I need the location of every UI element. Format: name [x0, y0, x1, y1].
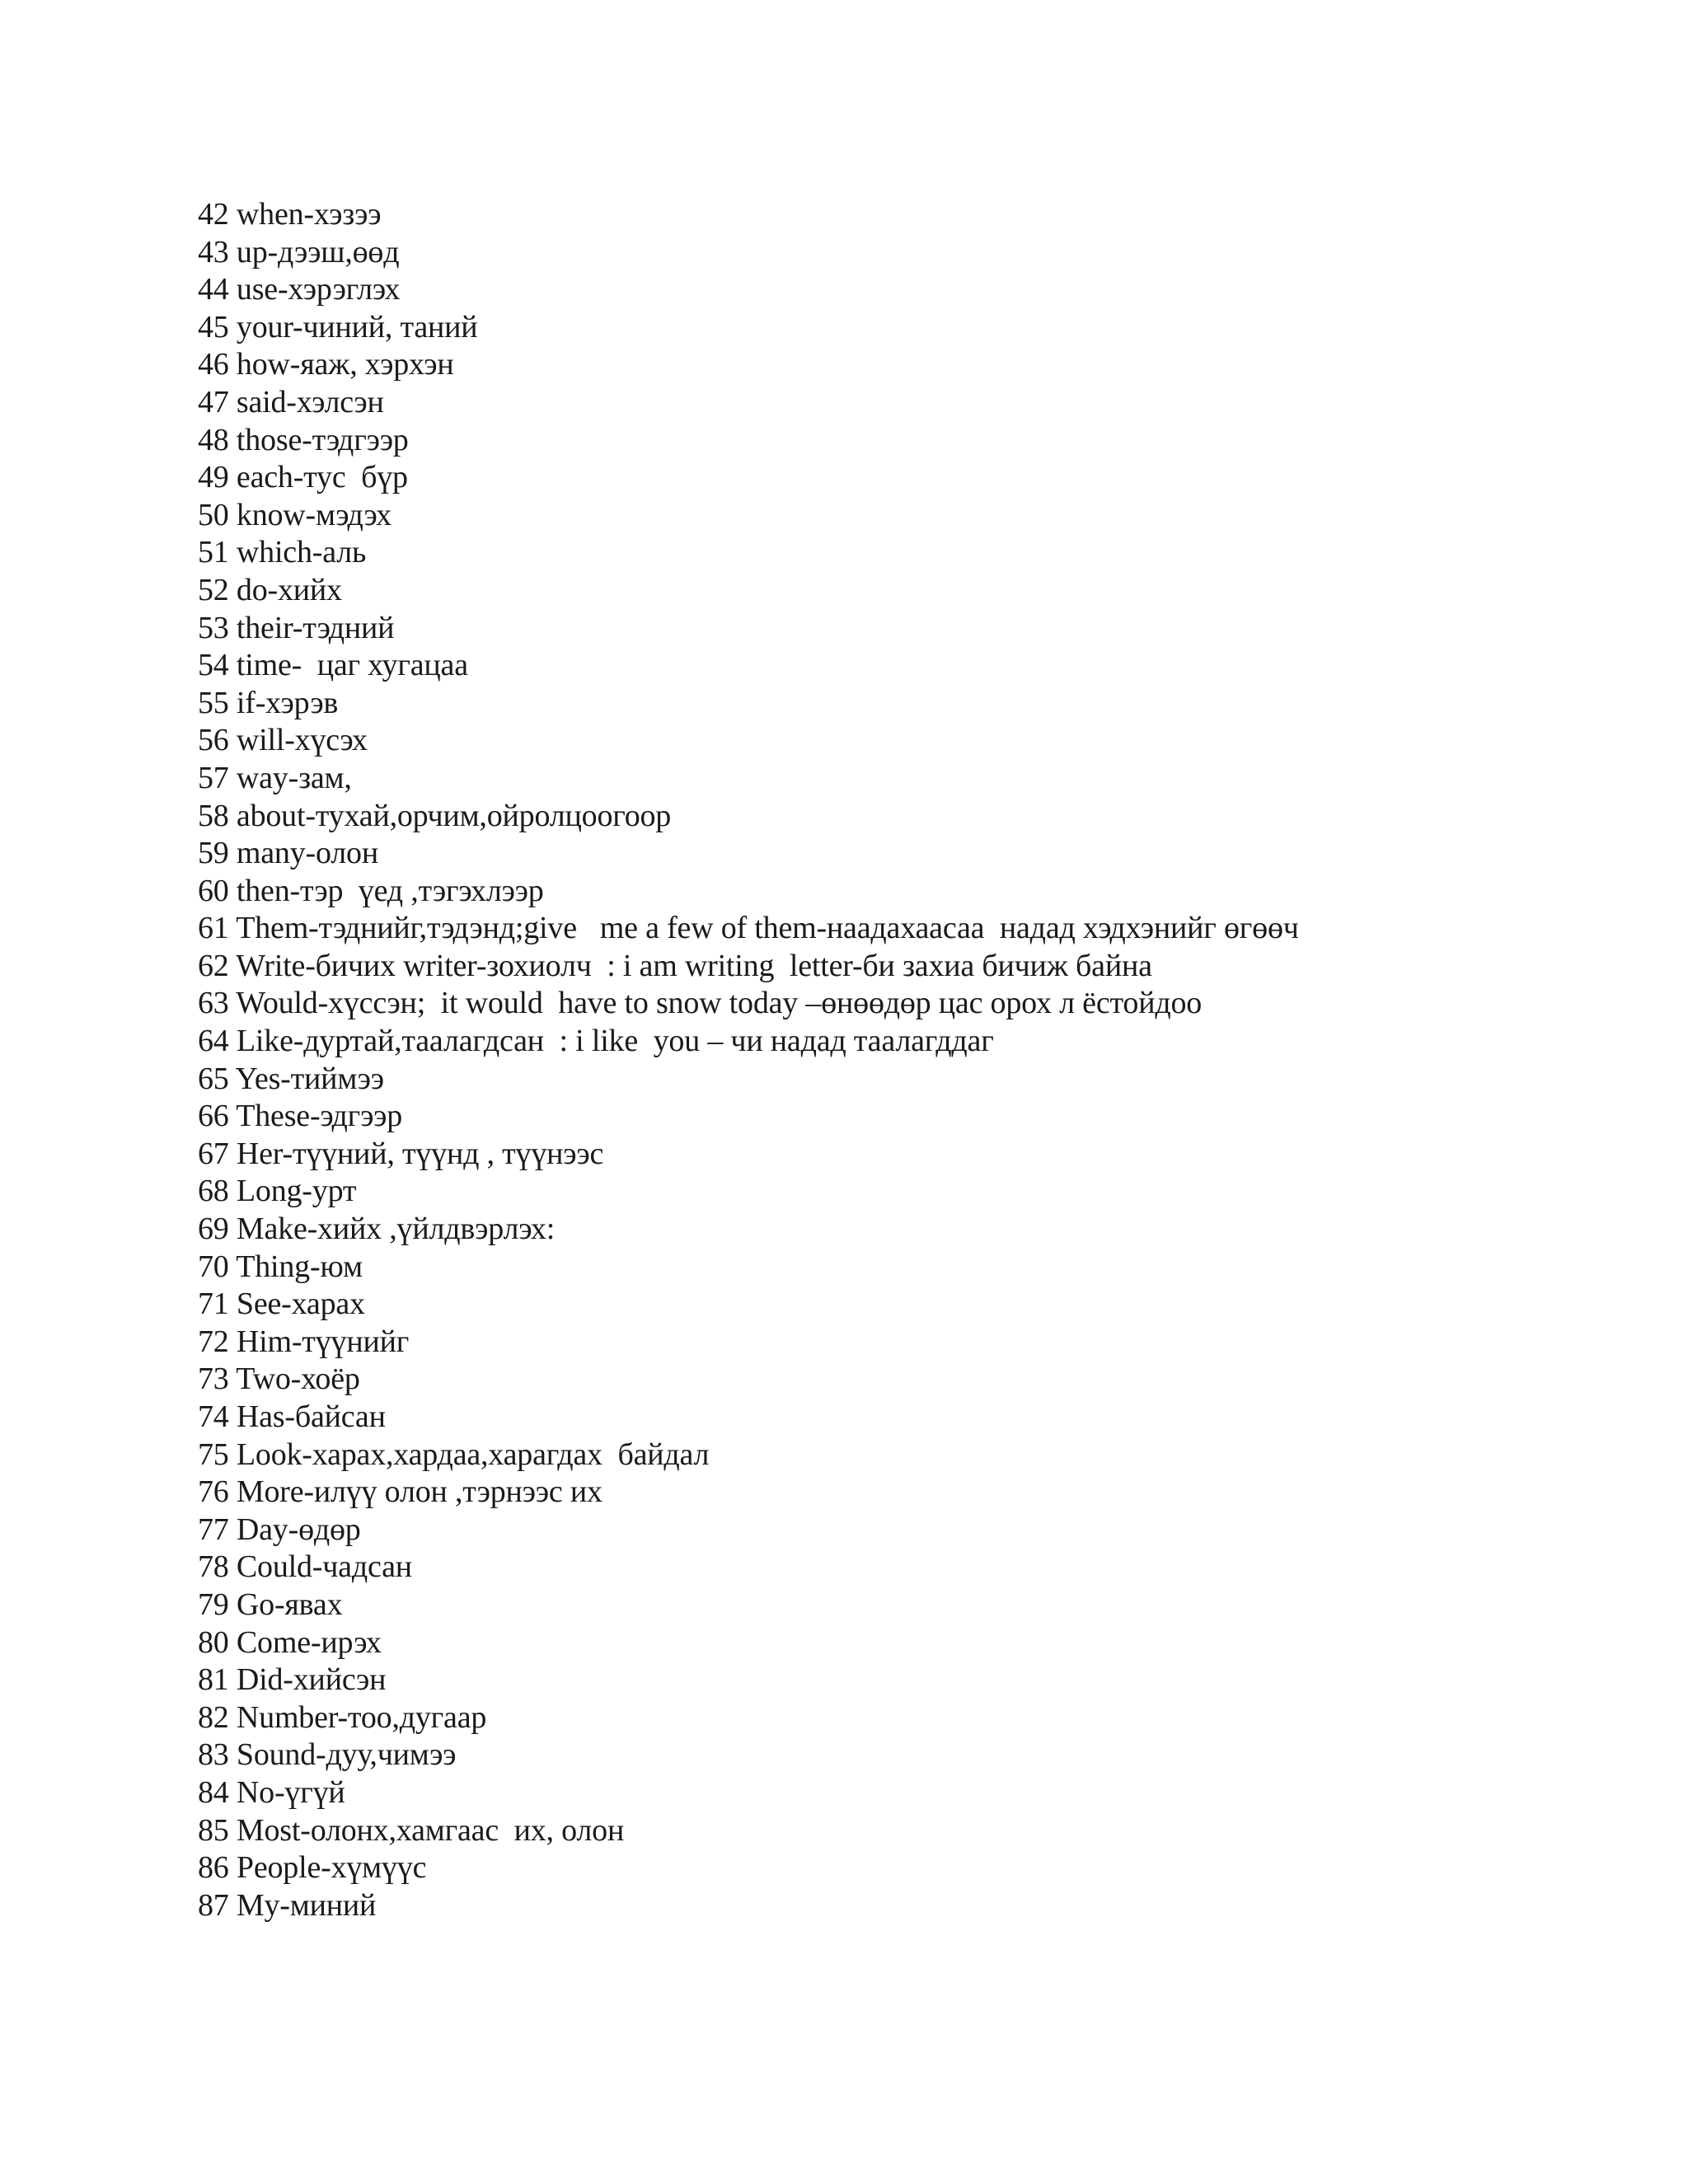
- vocabulary-line: 85 Most-олонх,хамгаас их, олон: [198, 1812, 625, 1848]
- vocabulary-line: 45 your-чиний, таний: [198, 309, 478, 344]
- vocabulary-line: 48 those-тэдгээр: [198, 422, 409, 457]
- vocabulary-line: 51 which-аль: [198, 535, 367, 570]
- vocabulary-line: 71 See-харах: [198, 1286, 365, 1322]
- vocabulary-line: 53 their-тэдний: [198, 610, 395, 645]
- vocabulary-line: 50 know-мэдэх: [198, 497, 392, 532]
- vocabulary-line: 59 many-олон: [198, 836, 378, 871]
- vocabulary-line: 82 Number-тоо,дугаар: [198, 1699, 487, 1735]
- vocabulary-line: 52 do-хийх: [198, 572, 342, 607]
- vocabulary-line: 58 about-тухай,орчим,ойролцоогоор: [198, 798, 672, 833]
- vocabulary-line: 83 Sound-дуу,чимээ: [198, 1737, 457, 1773]
- vocabulary-line: 57 way-зам,: [198, 760, 352, 795]
- vocabulary-line: 67 Her-түүний, түүнд , түүнээс: [198, 1136, 604, 1171]
- vocabulary-line: 43 up-дээш,өөд: [198, 234, 400, 269]
- vocabulary-line: 84 No-үгүй: [198, 1774, 345, 1810]
- vocabulary-line: 76 More-илүү олон ,тэрнээс их: [198, 1474, 603, 1510]
- vocabulary-line: 77 Day-өдөр: [198, 1511, 361, 1547]
- vocabulary-line: 75 Look-харах,хардаа,харагдах байдал: [198, 1436, 710, 1472]
- vocabulary-line: 70 Thing-юм: [198, 1249, 363, 1284]
- vocabulary-line: 47 said-хэлсэн: [198, 384, 384, 419]
- vocabulary-line: 68 Long-урт: [198, 1174, 357, 1209]
- vocabulary-line: 73 Two-хоёр: [198, 1361, 360, 1397]
- vocabulary-line: 79 Go-явах: [198, 1586, 343, 1622]
- vocabulary-line: 72 Him-түүнийг: [198, 1324, 410, 1359]
- vocabulary-line: 54 time- цаг хугацаа: [198, 648, 468, 683]
- vocabulary-line: 63 Would-хүссэн; it would have to snow today –өнөөдөр цас орох л ёстойдоо: [198, 986, 1203, 1021]
- vocabulary-line: 80 Come-ирэх: [198, 1624, 382, 1660]
- vocabulary-line: 74 Has-байсан: [198, 1399, 386, 1434]
- vocabulary-line: 56 will-хүсэх: [198, 723, 368, 758]
- vocabulary-line: 42 when-хэзээ: [198, 197, 382, 232]
- vocabulary-line: 87 My-миний: [198, 1887, 377, 1923]
- vocabulary-line: 55 if-хэрэв: [198, 685, 339, 720]
- vocabulary-line: 66 These-эдгээр: [198, 1099, 403, 1134]
- vocabulary-line: 86 People-хүмүүс: [198, 1850, 427, 1886]
- vocabulary-list: [198, 196, 1299, 1924]
- vocabulary-line: 62 Write-бичих writer-зохиолч : i am writing letter-би захиа бичиж байна: [198, 948, 1152, 983]
- vocabulary-line: 69 Make-хийх ,үйлдвэрлэх:: [198, 1212, 556, 1247]
- vocabulary-line: 61 Them-тэднийг,тэдэнд;give me a few of them-наадахаасаа надад хэдхэнийг өгөөч: [198, 911, 1299, 946]
- vocabulary-line: 78 Could-чадсан: [198, 1549, 412, 1585]
- vocabulary-line: 49 each-тус бүр: [198, 460, 408, 495]
- vocabulary-line: 60 then-тэр үед ,тэгэхлээр: [198, 873, 544, 908]
- vocabulary-line: 64 Like-дуртай,таалагдсан : i like you – чи надад таалагддаг: [198, 1024, 994, 1059]
- vocabulary-line: 46 how-яаж, хэрхэн: [198, 347, 454, 382]
- vocabulary-line: 44 use-хэрэглэх: [198, 272, 401, 307]
- vocabulary-line: 65 Yes-тиймээ: [198, 1061, 384, 1096]
- vocabulary-line: 81 Did-хийсэн: [198, 1662, 387, 1698]
